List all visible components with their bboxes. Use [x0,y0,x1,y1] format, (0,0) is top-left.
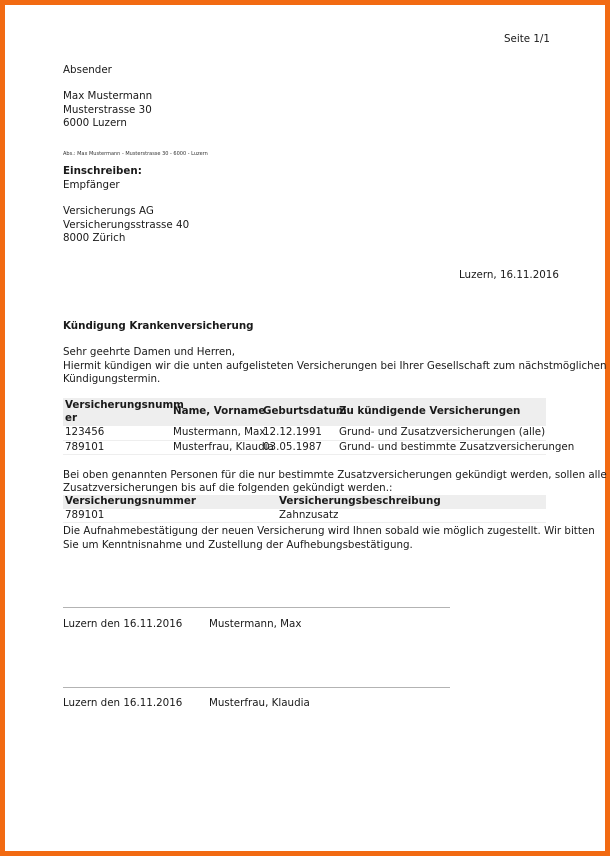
middle-text-line-1: Bei oben genannten Personen für die nur bestimmte Zusatzversicherungen gekündigt werden, sollen alle [63,468,607,481]
sender-name: Max Mustermann [63,90,153,102]
header-description: Versicherungsbeschreibung [279,495,441,507]
cell-birthdate: 03.05.1987 [263,440,322,453]
cell-birthdate: 12.12.1991 [263,426,322,438]
cell-name: Musterfrau, Klaudia [173,440,274,453]
return-address-line: Abs.: Max Mustermann - Musterstrasse 30 - 6000 - Luzern [63,151,208,157]
header-number-line1: Versicherungsnumm [65,399,184,411]
recipient-company: Versicherungs AG [63,205,154,217]
cell-number: 123456 [65,426,105,438]
middle-text-line-2: Zusatzversicherungen bis auf die folgenden gekündigt werden.: [63,482,393,494]
signature-line [63,687,450,688]
table-row [63,509,546,524]
cell-insurances: Grund- und bestimmte Zusatzversicherungen [339,440,575,453]
sender-city: 6000 Luzern [63,117,127,129]
sender-heading: Absender [63,64,112,76]
cell-insurances: Grund- und Zusatzversicherungen (alle) [339,426,546,438]
signature-name: Mustermann, Max [209,618,302,630]
closing-text-line-2: Sie um Kenntnisnahme und Zustellung der Aufhebungsbestätigung. [63,538,413,551]
cell-number: 789101 [65,440,105,453]
table-row [63,440,575,456]
header-birthdate: Geburtsdatum [263,405,347,417]
header-number: Versicherungsnummer [65,495,196,507]
table-header-row [63,495,546,509]
closing-text-line-1: Die Aufnahmebestätigung der neuen Versicherung wird Ihnen sobald wie möglich zugestellt. Wir bitten [63,525,595,537]
date-line: Luzern, 16.11.2016 [459,268,559,281]
table-row [63,426,546,441]
sender-street: Musterstrasse 30 [63,103,152,116]
signature-place-date: Luzern den 16.11.2016 [63,697,183,709]
subject-line: Kündigung Krankenversicherung [63,320,254,332]
cell-name: Mustermann, Max [173,426,266,438]
intro-line-1: Hiermit kündigen wir die unten aufgelisteten Versicherungen bei Ihrer Gesellschaft zum nächstmöglichen [63,359,607,372]
recipient-heading: Empfänger [63,178,120,191]
cell-number: 789101 [65,508,105,521]
salutation: Sehr geehrte Damen und Herren, [63,346,236,358]
cell-description: Zahnzusatz [279,508,339,521]
table-header-row [63,398,546,426]
header-insurances: Zu kündigende Versicherungen [339,405,521,417]
signature-line [63,607,450,608]
header-name: Name, Vorname [173,405,266,417]
header-number-line2: er [65,412,78,424]
exception-table [63,495,546,523]
page-number: Seite 1/1 [504,33,550,45]
signature-name: Musterfrau, Klaudia [209,697,310,709]
registered-mail-label: Einschreiben: [63,165,142,177]
signature-place-date: Luzern den 16.11.2016 [63,618,183,630]
intro-line-2: Kündigungstermin. [63,373,161,385]
recipient-city: 8000 Zürich [63,232,126,244]
cancellation-table [63,398,575,455]
recipient-street: Versicherungsstrasse 40 [63,218,190,231]
